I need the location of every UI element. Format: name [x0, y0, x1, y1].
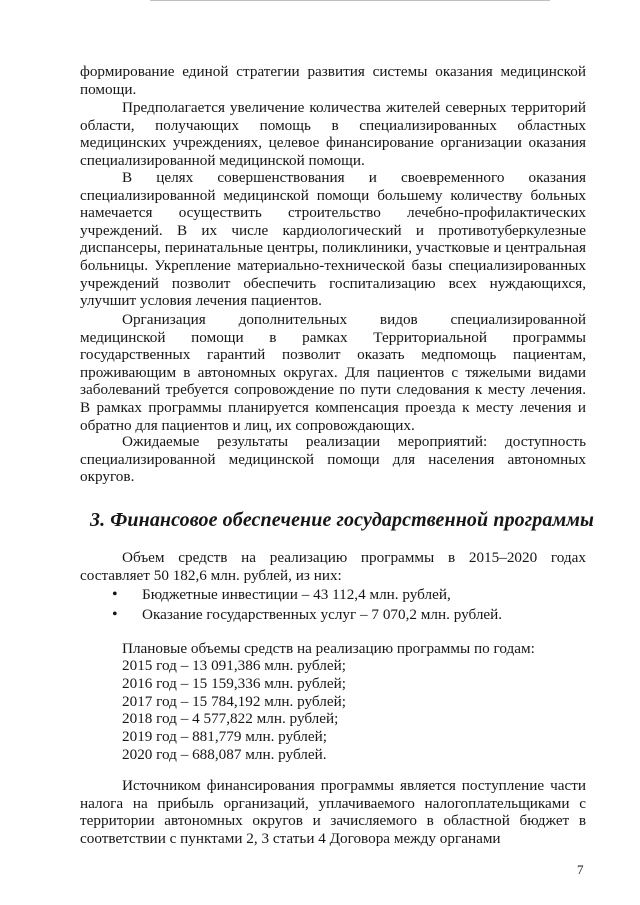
year-item: 2019 год – 881,779 млн. рублей;: [122, 728, 327, 746]
year-item: 2020 год – 688,087 млн. рублей.: [122, 745, 327, 763]
yearly-list: [122, 657, 346, 764]
year-item: 2018 год – 4 577,822 млн. рублей;: [122, 710, 339, 728]
funding-list: [112, 585, 502, 625]
funding-item: • Оказание государственных услуг – 7 070,2 млн. рублей.: [112, 605, 502, 625]
year-item: 2015 год – 13 091,386 млн. рублей;: [122, 657, 346, 674]
section-heading: 3. Финансовое обеспечение государственной программы: [90, 509, 595, 531]
funding-intro: Объем средств на реализацию программы в 2015–2020 годах составляет 50 182,6 млн. рублей, из них:: [80, 549, 586, 584]
paragraph-funding-source: Источником финансирования программы является поступление части налога на прибыль организаций, уплачиваемого налогоплательщиками с территории автономных округов и зачисляемого в областной бюджет в соответствии с пунктами 2, 3 статьи 4 Договора между органами: [80, 777, 586, 847]
scan-edge-line: [150, 0, 550, 1]
paragraph-construction: В целях совершенствования и своевременного оказания специализированной медицинской помощи большему количеству больных намечается осуществить строительство лечебно-профилактических учреждений. В их числе кардиологический и противотуберкулезные диспансеры, перинатальные центры, поликлиники, участковые и центральная больницы. Укрепление материально-технической базы специализированных учреждений позволит обеспечить госпитализацию всех нуждающихся, улучшит условия лечения пациентов.: [80, 169, 586, 310]
year-item: 2016 год – 15 159,336 млн. рублей;: [122, 674, 346, 692]
paragraph-strategy: формирование единой стратегии развития системы оказания медицинской помощи.: [80, 63, 586, 98]
paragraph-expected-results: Ожидаемые результаты реализации мероприятий: доступность специализированной медицинской помощи для населения автономных округов.: [80, 433, 586, 486]
page-number: 7: [577, 862, 584, 877]
funding-item: • Бюджетные инвестиции – 43 112,4 млн. рублей,: [112, 585, 502, 605]
year-item: 2017 год – 15 784,192 млн. рублей;: [122, 692, 346, 710]
paragraph-north-residents: Предполагается увеличение количества жителей северных территорий области, получающих помощь в специализированных областных медицинских учреждениях, целевое финансирование организации оказания специализированной медицинской помощи.: [80, 99, 586, 169]
paragraph-additional-care: Организация дополнительных видов специализированной медицинской помощи в рамках Территориальной программы государственных гарантий позволит оказать медпомощь пациентам, проживающим в автономных округах. Для пациентов с тяжелыми видами заболеваний требуется сопровождение по пути следования к месту лечения. В рамках программы планируется компенсация проезда к месту лечения и обратно для пациентов и лиц, их сопровождающих.: [80, 311, 586, 434]
plan-label: Плановые объемы средств на реализацию программы по годам:: [122, 640, 535, 657]
